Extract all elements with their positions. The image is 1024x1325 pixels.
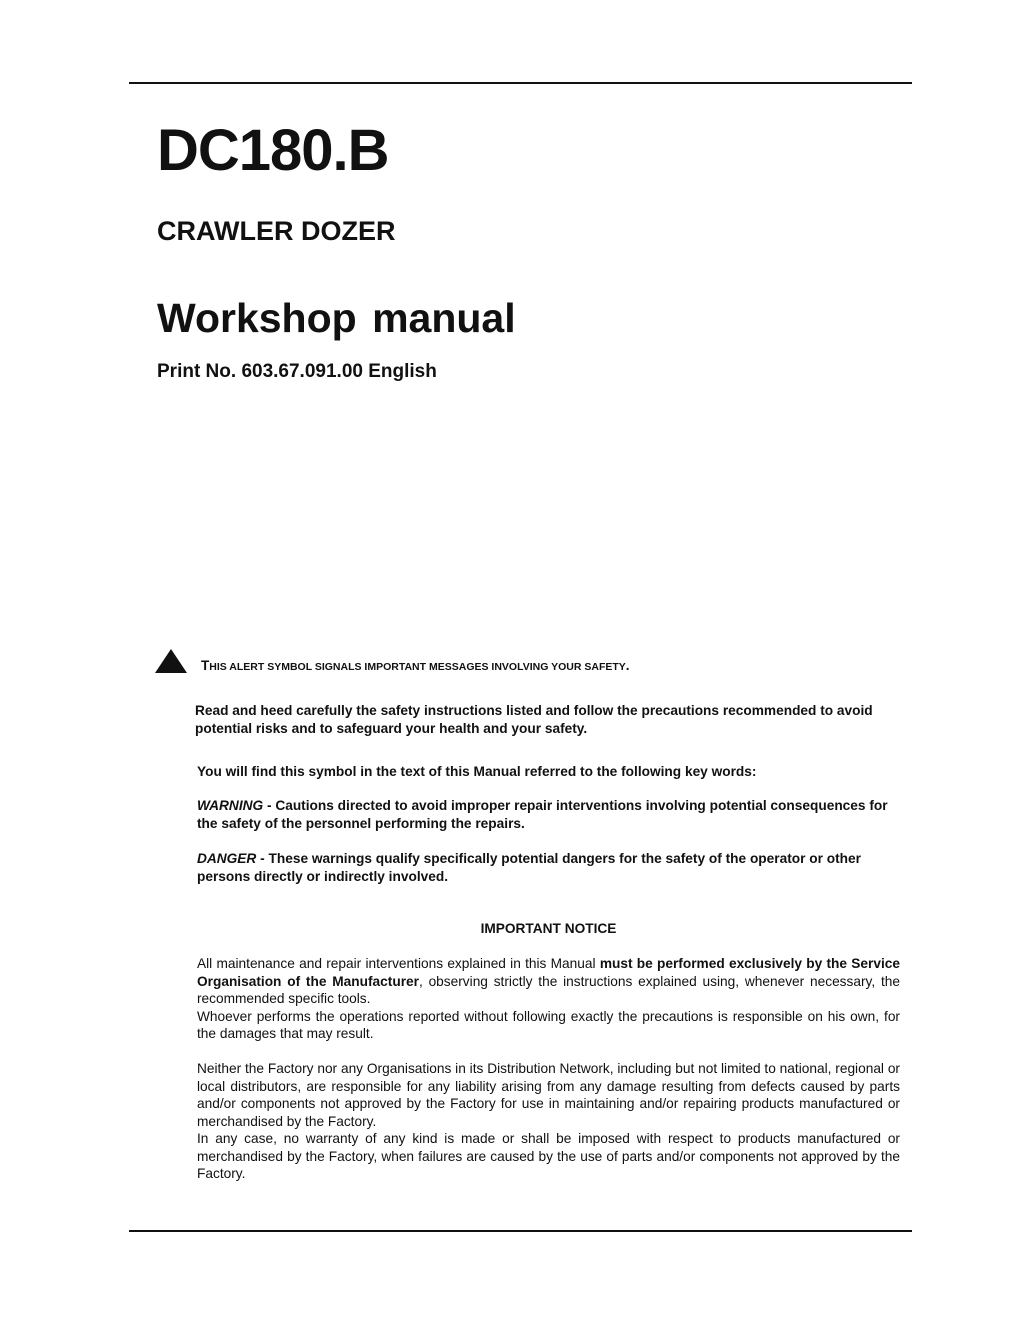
machine-type: CRAWLER DOZER — [157, 216, 396, 246]
notice-p1-pre: All maintenance and repair interventions explained in this Manual — [197, 956, 600, 971]
notice-paragraph — [197, 955, 900, 1008]
notice-paragraph: In any case, no warranty of any kind is made or shall be imposed with respect to products manufactured or merchandised by the Factory, when failures are caused by the use of parts and/or components not approved by the Factory. — [197, 1131, 900, 1181]
notice-section-1 — [197, 955, 900, 1043]
danger-keyword: DANGER — [197, 851, 257, 866]
alert-title — [201, 659, 630, 673]
warning-definition — [197, 797, 900, 832]
alert-title-initial: T — [201, 658, 210, 673]
notice-paragraph: Neither the Factory nor any Organisations in its Distribution Network, including but not limited to national, regional or local distributors, are responsible for any liability arising from any damage resulting from defects caused by parts and/or components not approved by the Factory for use in maintaining and/or repairing products manufactured or merchandised by the Factory. — [197, 1061, 900, 1129]
danger-definition — [197, 850, 900, 885]
model-title: DC180.B — [157, 118, 389, 183]
notice-section-2 — [197, 1060, 900, 1183]
document-type: Workshop manual — [157, 295, 516, 341]
alert-title-period: . — [625, 658, 630, 673]
top-divider — [129, 82, 912, 84]
notice-paragraph: Whoever performs the operations reported without following exactly the precautions is responsible on his own, for the damages that may result. — [197, 1008, 900, 1041]
warning-text: - Cautions directed to avoid improper repair interventions involving potential consequences for the safety of the personnel performing the repairs. — [197, 798, 888, 831]
bottom-divider — [129, 1230, 912, 1232]
alert-title-text: HIS ALERT SYMBOL SIGNALS IMPORTANT MESSAGES INVOLVING YOUR SAFETY — [209, 661, 626, 673]
danger-text: - These warnings qualify specifically potential dangers for the safety of the operator or other persons directly or indirectly involved. — [197, 851, 861, 884]
print-number: Print No. 603.67.091.00 English — [157, 361, 437, 382]
warning-triangle-icon — [155, 649, 187, 673]
warning-keyword: WARNING — [197, 798, 264, 813]
safety-intro: Read and heed carefully the safety instructions listed and follow the precautions recommended to avoid potential risks and to safeguard your health and your safety. — [195, 703, 873, 736]
keywords-intro: You will find this symbol in the text of this Manual referred to the following key words: — [197, 764, 757, 779]
notice-title: IMPORTANT NOTICE — [480, 921, 617, 936]
notice-p1-post: , observing strictly the instructions explained using, whenever necessary, the recommended specific tools. — [197, 973, 900, 1006]
notice-p1-bold: must be performed exclusively by the Service Organisation of the Manufacturer — [197, 956, 900, 989]
